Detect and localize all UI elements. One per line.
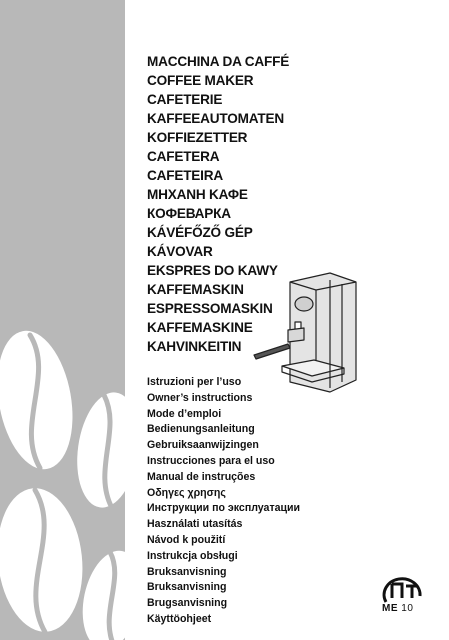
left-gray-band xyxy=(0,0,125,640)
manual-title: Owner’s instructions xyxy=(147,391,253,404)
manual-title: Οδηγες χρησης xyxy=(147,486,226,499)
product-name: KÁVÉFŐZŐ GÉP xyxy=(147,225,253,240)
manual-language-list xyxy=(147,375,300,628)
product-name: KAFFEMASKIN xyxy=(147,282,244,297)
manual-title: Instrukcja obsługi xyxy=(147,549,238,562)
manual-title: Gebruiksaanwijzingen xyxy=(147,439,259,452)
manual-title: Bruksanvisning xyxy=(147,581,227,594)
manual-title: Návod k použití xyxy=(147,533,226,546)
product-name: CAFETERA xyxy=(147,149,220,164)
manual-title: Mode d’emploi xyxy=(147,407,222,420)
manual-title: Brugsanvisning xyxy=(147,597,228,610)
product-name: ΜΗΧΑΝΗ ΚΑΦΕ xyxy=(147,187,248,202)
product-name: ESPRESSOMASKIN xyxy=(147,301,273,316)
product-name: MACCHINA DA CAFFÉ xyxy=(147,54,290,69)
manual-title: Istruzioni per l’uso xyxy=(147,376,242,388)
manual-title: Használati utasítás xyxy=(147,518,243,531)
product-name: COFFEE MAKER xyxy=(147,73,254,88)
model-number: 10 xyxy=(401,603,414,614)
coffee-beans-icon xyxy=(0,330,125,640)
product-name: CAFETERIE xyxy=(147,92,223,107)
product-name: KOFFIEZETTER xyxy=(147,130,248,145)
product-name: KAFFEEAUTOMATEN xyxy=(147,111,284,126)
product-name: KAHVINKEITIN xyxy=(147,339,242,354)
product-name: EKSPRES DO KAWY xyxy=(147,263,278,278)
manual-title: Manual de instruções xyxy=(147,470,256,483)
manual-title: Käyttöohjeet xyxy=(147,612,212,625)
product-name: КОФЕВАРКА xyxy=(147,206,231,221)
manual-title: Instrucciones para el uso xyxy=(147,454,275,467)
manual-title: Bruksanvisning xyxy=(147,565,227,578)
product-name: CAFETEIRA xyxy=(147,168,223,183)
product-name: KÁVOVAR xyxy=(147,244,213,259)
model-label xyxy=(382,603,413,614)
manual-title: Инструкции по эксплуатации xyxy=(147,502,301,515)
manual-title: Bedienungsanleitung xyxy=(147,423,255,436)
model-prefix: ME xyxy=(382,603,398,614)
product-name: KAFFEMASKINE xyxy=(147,320,253,335)
